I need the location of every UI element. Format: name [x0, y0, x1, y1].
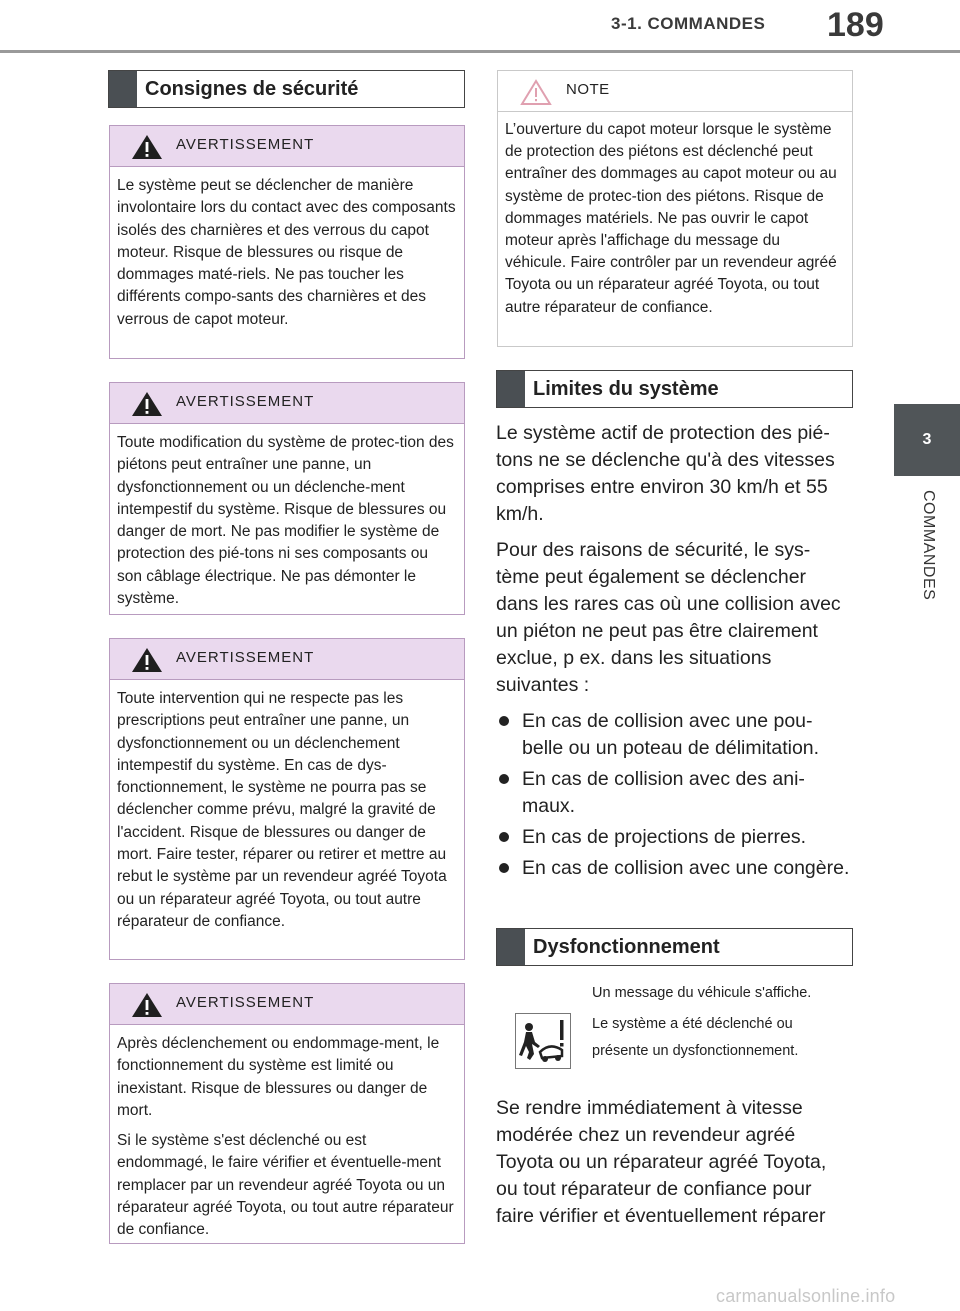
- warning-triangle-icon: [130, 390, 164, 418]
- warning-text: Toute intervention qui ne respecte pas les prescriptions peut entraîner une panne, un dysfonctionnement ou un déclenchement intempestif du système. En cas de dys-fonctionnement, le système ne pourra pas se déclencher comme prévu, malgré la gravité de l'accident. Risque de blessures ou danger de mort. Faire tester, réparer ou retirer et mettre au rebut le système par un revendeur agréé Toyota ou un réparateur agréé Toyota, ou tout autre réparateur de confiance.: [117, 690, 447, 930]
- page-number: 189: [827, 6, 884, 44]
- list-item: En cas de projections de pierres.: [496, 824, 852, 851]
- warning-triangle-icon: [130, 133, 164, 161]
- malfunction-paragraph: [496, 1095, 852, 1239]
- warning-text: Après déclenchement ou endommage-ment, le fonctionnement du système est limité ou inexistant. Risque de blessures ou danger de mort.: [117, 1035, 440, 1119]
- note-label: NOTE: [566, 81, 610, 98]
- header-rule: [0, 50, 960, 53]
- warning-triangle-icon: [130, 991, 164, 1019]
- malfunction-heading-text: Dysfonctionnement: [533, 935, 720, 958]
- limits-paragraph: Le système actif de protection des pié-tons ne se déclenche qu'à des vitesses comprises entre environ 30 km/h et 55 km/h.: [496, 422, 835, 525]
- icon-description: [592, 980, 852, 1069]
- warning-box-2: [109, 382, 465, 615]
- warning-body: [110, 424, 464, 618]
- warning-text: Le système peut se déclencher de manière involontaire lors du contact avec des composants isolés des charnières et des verrous du capot moteur. Risque de blessures ou risque de dommages maté-riels. Ne pas toucher les différents compo-sants des charnières et des verrous de capot moteur.: [117, 177, 456, 328]
- list-item: En cas de collision avec des ani-maux.: [496, 766, 852, 820]
- warning-label: AVERTISSEMENT: [176, 393, 315, 410]
- warning-body: [110, 1025, 464, 1250]
- limits-content: [496, 420, 852, 886]
- malfunction-heading: [496, 928, 853, 966]
- warning-header: [110, 639, 464, 680]
- section-title: 3-1. COMMANDES: [611, 14, 766, 33]
- warning-text: Toute modification du système de protec-tion des piétons peut entraîner une panne, un dysfonctionnement ou un déclenche-ment intempestif du système. Risque de blessures ou danger de mort. Ne pas modifier le système de protection des pié-tons ni ses composants ou son câblage électrique. Ne pas démonter le système.: [117, 434, 454, 608]
- warning-triangle-icon: [130, 646, 164, 674]
- safety-heading-text: Consignes de sécurité: [145, 77, 359, 100]
- warning-header: [110, 383, 464, 424]
- limits-heading-text: Limites du système: [533, 377, 719, 400]
- list-item: En cas de collision avec une pou-belle ou un poteau de délimitation.: [496, 708, 852, 762]
- icon-line: Le système a été déclenché ou présente un dysfonctionnement.: [592, 1016, 799, 1059]
- malfunction-text: Se rendre immédiatement à vitesse modérée chez un revendeur agréé Toyota ou un réparateur agréé Toyota, ou tout réparateur de confiance pour faire vérifier et éventuellement réparer: [496, 1097, 827, 1227]
- warning-body: [110, 680, 464, 941]
- warning-header: [110, 984, 464, 1025]
- heading-bar: [497, 929, 525, 965]
- limits-heading: [496, 370, 853, 408]
- limits-paragraph: Pour des raisons de sécurité, le sys-tème peut également se déclencher dans les rares cas où une collision avec un piéton ne peut pas être clairement exclue, p ex. dans les situations suivantes :: [496, 539, 841, 696]
- icon-line: Un message du véhicule s'affiche.: [592, 985, 812, 1001]
- chapter-tab[interactable]: 3: [894, 404, 960, 476]
- limits-bullet-list: [496, 708, 852, 882]
- warning-label: AVERTISSEMENT: [176, 649, 315, 666]
- caution-triangle-icon: [520, 79, 552, 106]
- warning-box-4: [109, 983, 465, 1244]
- warning-label: AVERTISSEMENT: [176, 136, 315, 153]
- chapter-label-text: COMMANDES: [920, 490, 937, 601]
- warning-body: [110, 167, 464, 339]
- warning-box-3: [109, 638, 465, 960]
- note-text: L’ouverture du capot moteur lorsque le système de protection des piétons est déclenché peut entraîner des dommages au capot moteur ou au système de protec-tion des piétons. Risque de dommages matériels. Ne pas ouvrir le capot moteur après l'affichage du message du véhicule. Faire contrôler par un revendeur agréé Toyota ou un réparateur agréé Toyota, ou tout autre réparateur de confiance.: [505, 121, 837, 316]
- warning-box-1: [109, 125, 465, 359]
- watermark: carmanualsonline.info: [716, 1286, 896, 1306]
- list-item: En cas de collision avec une congère.: [496, 855, 852, 882]
- heading-bar: [109, 71, 137, 107]
- note-box: [497, 70, 853, 347]
- note-header: [498, 71, 852, 112]
- warning-label: AVERTISSEMENT: [176, 994, 315, 1011]
- safety-heading: [108, 70, 465, 108]
- pedestrian-warning-icon: [515, 1013, 571, 1069]
- warning-text: Si le système s'est déclenché ou est endommagé, le faire vérifier et éventuelle-ment remplacer par un revendeur agréé Toyota ou un réparateur agréé Toyota, ou tout autre réparateur de confiance.: [117, 1132, 454, 1239]
- warning-header: [110, 126, 464, 167]
- heading-bar: [497, 371, 525, 407]
